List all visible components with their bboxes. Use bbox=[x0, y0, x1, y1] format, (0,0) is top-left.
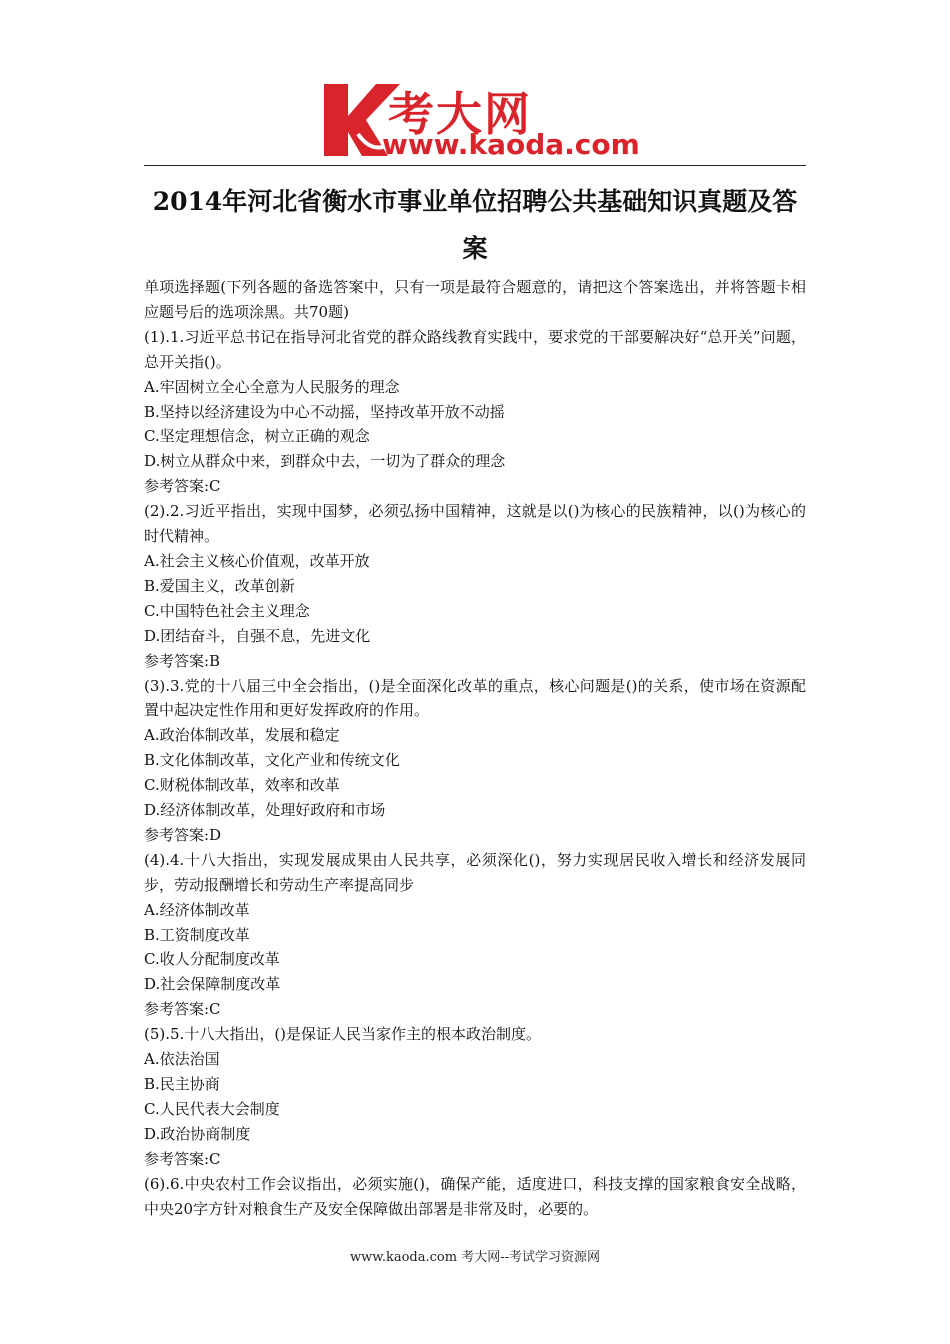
question-stem: (6).6.中央农村工作会议指出，必须实施()，确保产能，适度进口，科技支撑的国家粮食安全战略，中央20字方针对粮食生产及安全保障做出部署是非常及时，必要的。 bbox=[144, 1174, 806, 1218]
question-option: C.收人分配制度改革 bbox=[144, 950, 280, 969]
question-option: D.经济体制改革，处理好政府和市场 bbox=[144, 801, 386, 820]
question-option: D.树立从群众中来，到群众中去，一切为了群众的理念 bbox=[144, 452, 506, 471]
kaoda-logo bbox=[318, 76, 648, 160]
question-option: B.民主协商 bbox=[144, 1075, 220, 1093]
question-option: A.依法治国 bbox=[144, 1050, 220, 1069]
question-stem: (5).5.十八大指出，()是保证人民当家作主的根本政治制度。 bbox=[144, 1025, 542, 1044]
question-option: B.工资制度改革 bbox=[144, 925, 250, 944]
logo-url: www.kaoda.com bbox=[382, 128, 640, 161]
question-option: A.政治体制改革，发展和稳定 bbox=[144, 726, 340, 745]
instructions: 单项选择题(下列各题的备选答案中，只有一项是最符合题意的，请把这个答案选出，并将答题卡相应题号后的选项涂黑。共70题) bbox=[144, 278, 806, 321]
question-stem: (4).4.十八大指出，实现发展成果由人民共享，必须深化()，努力实现居民收入增长和经济发展同步，劳动报酬增长和劳动生产率提高同步 bbox=[144, 850, 806, 894]
question-option: A.社会主义核心价值观，改革开放 bbox=[144, 551, 370, 570]
question-option: B.坚持以经济建设为中心不动摇，坚持改革开放不动摇 bbox=[144, 402, 505, 421]
question-option: D.团结奋斗，自强不息，先进文化 bbox=[144, 626, 371, 645]
question-stem: (2).2.习近平指出，实现中国梦，必须弘扬中国精神，这就是以()为核心的民族精神，以()为核心的时代精神。 bbox=[144, 502, 806, 546]
question-option: C.财税体制改革，效率和改革 bbox=[144, 776, 340, 795]
question-option: B.爱国主义，改革创新 bbox=[144, 576, 295, 595]
logo-chinese-name: 考大网 bbox=[388, 87, 532, 141]
question-option: C.中国特色社会主义理念 bbox=[144, 601, 310, 620]
question-option: C.人民代表大会制度 bbox=[144, 1099, 280, 1118]
page-footer: www.kaoda.com 考大网--考试学习资源网 bbox=[350, 1250, 600, 1265]
question-option: B.文化体制改革，文化产业和传统文化 bbox=[144, 751, 400, 770]
question-option: A.经济体制改革 bbox=[144, 900, 250, 919]
question-option: D.社会保障制度改革 bbox=[144, 975, 281, 994]
answer-key: 参考答案:C bbox=[144, 477, 221, 496]
answer-key: 参考答案:B bbox=[144, 651, 221, 670]
question-option: A.牢固树立全心全意为人民服务的理念 bbox=[144, 377, 400, 396]
question-option: D.政治协商制度 bbox=[144, 1124, 251, 1143]
question-option: C.坚定理想信念，树立正确的观念 bbox=[144, 427, 370, 446]
question-list bbox=[144, 275, 806, 1221]
question-stem: (3).3.党的十八届三中全会指出，()是全面深化改革的重点，核心问题是()的关系，使市场在资源配置中起决定性作用和更好发挥政府的作用。 bbox=[144, 676, 806, 720]
question-stem: (1).1.习近平总书记在指导河北省党的群众路线教育实践中，要求党的干部要解决好“总开关”问题，总开关指()。 bbox=[144, 327, 806, 371]
document-title: 2014年河北省衡水市事业单位招聘公共基础知识真题及答案 bbox=[152, 187, 798, 263]
answer-key: 参考答案:D bbox=[144, 825, 222, 844]
header-rule bbox=[144, 165, 806, 166]
answer-key: 参考答案:C bbox=[144, 1149, 221, 1168]
answer-key: 参考答案:C bbox=[144, 1000, 221, 1019]
